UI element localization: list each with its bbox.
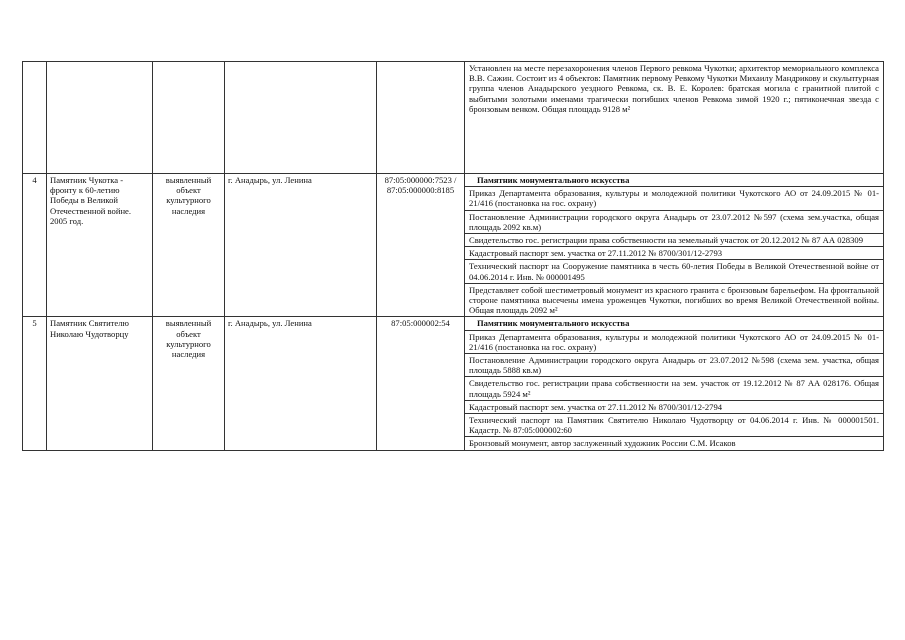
documents-cell <box>465 317 884 450</box>
document-entry: Кадастровый паспорт зем. участка от 27.11.2012 № 8700/301/12-2793 <box>465 247 883 260</box>
table-row <box>23 62 884 174</box>
documents-cell <box>465 174 884 317</box>
object-status: выявленный объект культурного наследия <box>153 317 225 450</box>
object-category: Памятник монументального искусства <box>465 317 883 330</box>
row-number <box>23 62 47 174</box>
object-name: Памятник Чукотка - фронту к 60-летию Победы в Великой Отечественной войне. 2005 год. <box>47 174 153 317</box>
document-entry: Приказ Департамента образования, культуры и молодежной политики Чукотского АО от 24.09.2015 № 01-21/416 (постановка на гос. охрану) <box>465 331 883 354</box>
object-address <box>225 62 377 174</box>
document-entry: Свидетельство гос. регистрации права собственности на земельный участок от 20.12.2012 № 87 АА 028309 <box>465 234 883 247</box>
document-entry: Технический паспорт на Памятник Святителю Николаю Чудотворцу от 04.06.2014 г. Инв. № 000001501. Кадастр. № 87:05:000002:60 <box>465 414 883 437</box>
document-entry: Постановление Администрации городского округа Анадырь от 23.07.2012 №597 (схема зем.участка, общая площадь 2092 кв.м) <box>465 211 883 234</box>
document-entry: Приказ Департамента образования, культуры и молодежной политики Чукотского АО от 24.09.2015 № 01-21/416 (постановка на гос. охрану) <box>465 187 883 210</box>
object-address: г. Анадырь, ул. Ленина <box>225 317 377 450</box>
heritage-register-table <box>22 61 884 451</box>
document-entry: Постановление Администрации городского округа Анадырь от 23.07.2012 №598 (схема зем. участка, общая площадь 5888 кв.м) <box>465 354 883 377</box>
row-number: 5 <box>23 317 47 450</box>
table-row <box>23 317 884 450</box>
table-row <box>23 174 884 317</box>
object-name <box>47 62 153 174</box>
object-description: Представляет собой шестиметровый монумент из красного гранита с бронзовым барельефом. На фронтальной стороне памятника высечены имена уроженцев Чукотки, погибших во время Великой Отечественной войны. Общая площадь 2092 м² <box>469 284 879 316</box>
document-entry: Технический паспорт на Сооружение памятника в честь 60-летия Победы в Великой Отечественной войне от 04.06.2014 г. Инв. № 000001495 <box>465 260 883 283</box>
document-entry: Установлен на месте перезахоронения членов Первого ревкома Чукотки; архитектор мемориального комплекса В.В. Сажин. Состоит из 4 объектов: Памятник первому Ревкому Чукотки Михаилу Мандрикову и скульптурная группа членов Анадырского уездного Ревкома, ск. В. Е. Королев: братская могила с гранитной плитой с выбитыми золотыми именами трагически погибших членов Ревкома зимой 1920 г.; пятиконечная звезда с бронзовым венком. Общая площадь 9128 м² <box>469 63 879 114</box>
row-number: 4 <box>23 174 47 317</box>
object-status: выявленный объект культурного наследия <box>153 174 225 317</box>
cadastre-number <box>377 62 465 174</box>
documents-cell <box>465 62 884 174</box>
cadastre-number: 87:05:000000:7523 / 87:05:000000:8185 <box>377 174 465 317</box>
object-category: Памятник монументального искусства <box>465 174 883 187</box>
object-address: г. Анадырь, ул. Ленина <box>225 174 377 317</box>
document-entry: Свидетельство гос. регистрации права собственности на зем. участок от 19.12.2012 № 87 АА 028176. Общая площадь 5924 м² <box>465 377 883 400</box>
object-status <box>153 62 225 174</box>
object-name: Памятник Святителю Николаю Чудотворцу <box>47 317 153 450</box>
object-description: Бронзовый монумент, автор заслуженный художник России С.М. Исаков <box>469 438 736 449</box>
document-entry: Кадастровый паспорт зем. участка от 27.11.2012 № 8700/301/12-2794 <box>465 401 883 414</box>
cadastre-number: 87:05:000002:54 <box>377 317 465 450</box>
